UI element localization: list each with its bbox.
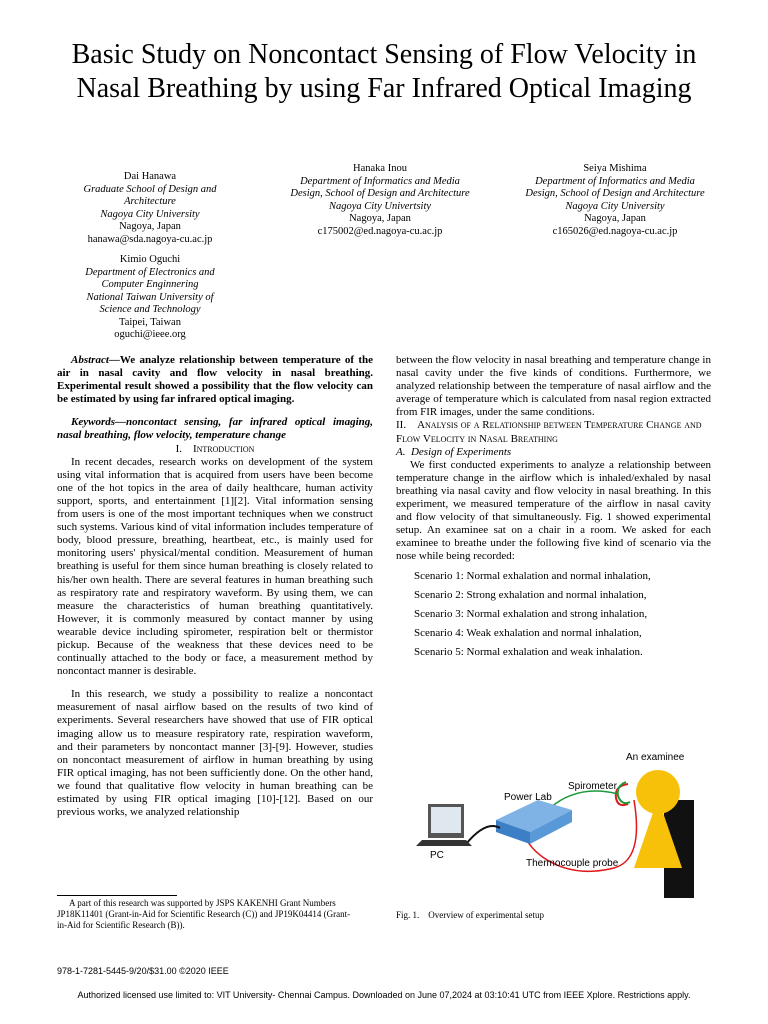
- footnote: A part of this research was supported by JSPS KAKENHI Grant Numbers JP18K11401 (Grant-in-Aid for Scientific Research (C)) and JP19K04414 (Grant-in-Aid for Scientific Research (B)).: [57, 898, 351, 930]
- left-column: [57, 354, 373, 819]
- isbn-line: 978-1-7281-5445-9/20/$31.00 ©2020 IEEE: [57, 966, 229, 976]
- author-email: oguchi@ieee.org: [114, 329, 186, 340]
- scenario-item: Scenario 4: Weak exhalation and normal inhalation,: [414, 626, 642, 639]
- author-block-1: [70, 171, 230, 246]
- abstract-text: We analyze relationship between temperature of the air in nasal cavity and flow velocity in nasal breathing. Experimental result showed a possibility that the flow velocity can be estimated by using far infrared optical imaging.: [57, 354, 373, 406]
- author-block-2: [290, 163, 470, 238]
- author-affiliation: Department of Electronics and Computer Enginnering: [85, 266, 215, 290]
- author-university: National Taiwan University of Science and Technology: [86, 291, 214, 315]
- continued-paragraph: between the flow velocity in nasal breathing and temperature change in nasal cavity under the five kinds of conditions. Furthermore, we analyzed relationship between the temperature of nasal airflow and the average of temperature which is calculated from nasal region extracted from FIR images, under the same conditions.: [396, 354, 711, 419]
- section-heading-2: II. Analysis of a Relationship between Temperature Change and Flow Velocity in Nasal Breathing: [396, 419, 702, 445]
- scenario-item: Scenario 2: Strong exhalation and normal inhalation,: [414, 588, 647, 601]
- author-email: c175002@ed.nagoya-cu.ac.jp: [317, 225, 443, 237]
- author-university: Nagoya City University: [100, 208, 200, 220]
- license-notice: Authorized licensed use limited to: VIT University- Chennai Campus. Downloaded on June 07,2024 at 03:10:41 UTC from IEEE Xplore. Restrictions apply.: [77, 990, 691, 1000]
- author-email: c165026@ed.nagoya-cu.ac.jp: [552, 225, 678, 237]
- author-name: Seiya Mishima: [583, 163, 647, 174]
- keywords-label: Keywords—: [71, 416, 126, 429]
- intro-paragraph-1: In recent decades, research works on development of the system using vital information that is acquired from users have been become one of the hot topics in the area of daily healthcare, human activity support, sports, and entertainment [1][2]. Vital information sensing from users is one of the most important techniques when we construct such systems. Various kind of vital information includes temperature of body, blood pressure, breathing, heartbeat, etc., is mainly used for monitoring users' physical/mental condition. Measurement of human breathing is useful for them since human breathing is closely related to his/her own health. There are several features in human breathing such as respiratory rate and respiratory waveform. By using them, we can measure the characteristics of human breathing quantitatively. However, it is commonly measured by contact manner by using wearable device including spirometer, respiration belt or thermistor pickup. Because of the weakness that these devices need to be continually attached to the body or face, a measurement method by noncontact manner is desirable.: [57, 455, 373, 678]
- author-location: Taipei, Taiwan: [119, 316, 181, 328]
- scenario-item: Scenario 1: Normal exhalation and normal inhalation,: [414, 569, 651, 582]
- keywords-text: noncontact sensing, far infrared optical imaging, nasal breathing, flow velocity, temperature change: [57, 416, 373, 442]
- author-location: Nagoya, Japan: [584, 213, 646, 224]
- author-affiliation: Graduate School of Design and Architecture: [83, 183, 217, 207]
- author-block-3: [520, 163, 710, 238]
- figure-caption: Fig. 1. Overview of experimental setup: [396, 910, 544, 920]
- design-paragraph: We first conducted experiments to analyze a relationship between temperature change in the airflow which is inhaled/exhaled by nasal breathing via nasal cavity and flow velocity in nasal breathing. In this experiment, we measured temperature of the airflow in nasal cavity and flow velocity of that simultaneously. Fig. 1 showed experimental setup. An examinee sat on a chair in a room. We asked for each examinee to breathe under the following five kind of scenario via the nose while being recorded:: [396, 458, 711, 563]
- paper-title: Basic Study on Noncontact Sensing of Flow Velocity in Nasal Breathing by using Far Infrared Optical Imaging: [71, 39, 697, 104]
- label-thermocouple: Thermocouple probe: [526, 858, 619, 869]
- label-pc: PC: [430, 850, 444, 861]
- intro-paragraph-2: In this research, we study a possibility to realize a noncontact measurement of nasal airflow based on the results of two kind of experiments. Several researchers have showed that use of FIR optical imaging allow us to measure respiratory rate, respiration waveform, and their parameters by noncontact manner [3]-[9]. However, studies on noncontact measurement of airflow in human breathing by using FIR optical imaging, has not been sufficiently done. On the other hand, we found that qualitative flow velocity in human breathing can be estimated by using FIR optical imaging [10]-[12]. Based on our previous works, we analyzed relationship: [57, 688, 373, 819]
- author-email: hanawa@sda.nagoya-cu.ac.jp: [87, 233, 213, 245]
- author-block-4: [70, 254, 230, 342]
- author-name: Hanaka Inou: [353, 163, 407, 174]
- abstract-label: Abstract—: [71, 354, 120, 366]
- author-location: Nagoya, Japan: [119, 221, 181, 232]
- keywords: [57, 416, 373, 442]
- subsection-heading-a: A. Design of Experiments: [396, 445, 512, 458]
- author-name: Dai Hanawa: [123, 171, 177, 182]
- author-university: Nagoya City Univertsity: [328, 200, 432, 212]
- author-affiliation: Department of Informatics and Media Design, School of Design and Architecture: [290, 175, 470, 199]
- scenario-item: Scenario 5: Normal exhalation and weak inhalation.: [414, 645, 643, 658]
- abstract: [57, 354, 373, 406]
- label-powerlab: Power Lab: [504, 792, 552, 803]
- scenario-item: Scenario 3: Normal exhalation and strong inhalation,: [414, 607, 648, 620]
- section-heading-introduction: I. Introduction: [175, 442, 255, 455]
- author-affiliation: Department of Informatics and Media Design, School of Design and Architecture: [525, 175, 705, 199]
- author-location: Nagoya, Japan: [349, 213, 411, 224]
- experimental-setup-figure: [396, 740, 712, 900]
- author-university: Nagoya City University: [565, 200, 665, 212]
- label-examinee: An examinee: [626, 752, 685, 763]
- label-spirometer: Spirometer: [568, 781, 617, 792]
- author-name: Kimio Oguchi: [119, 254, 181, 265]
- footnote-rule: [57, 895, 177, 896]
- right-column: [396, 354, 711, 659]
